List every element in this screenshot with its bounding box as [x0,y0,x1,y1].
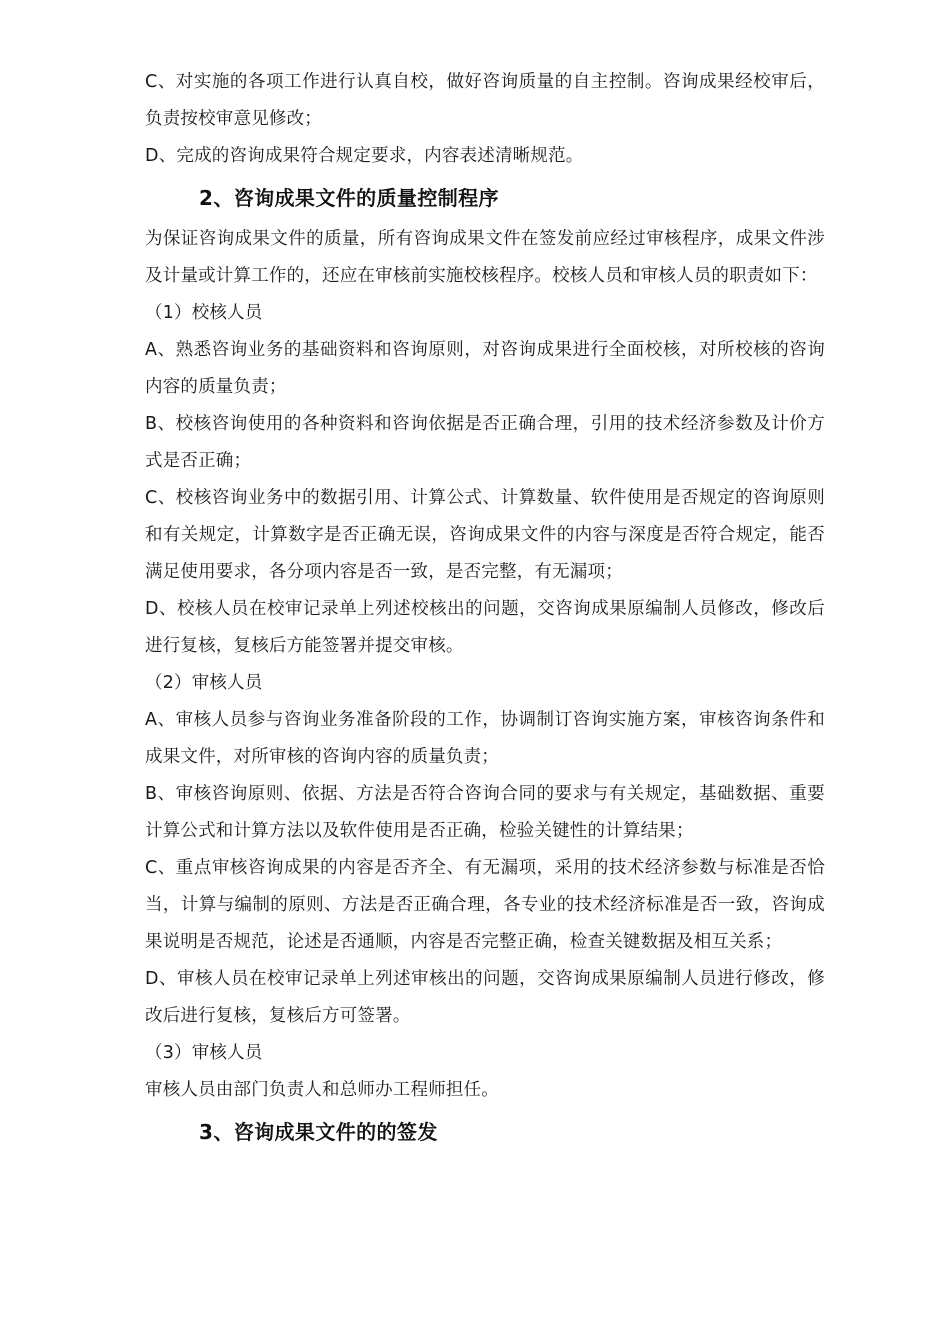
reviewer-assignment: 审核人员由部门负责人和总师办工程师担任。 [145,1080,499,1100]
reviewer-item-b: B、审核咨询原则、依据、方法是否符合咨询合同的要求与有关规定，基础数据、重要计算公式和计算方法以及软件使用是否正确，检验关键性的计算结果； [145,784,825,841]
subheading-reviewer-3: （3）审核人员 [145,1043,263,1063]
checker-item-d: D、校核人员在校审记录单上列述校核出的问题，交咨询成果原编制人员修改，修改后进行复核，复核后方能签署并提交审核。 [145,599,825,656]
subheading-reviewer: （2）审核人员 [145,673,263,693]
reviewer-item-a: A、审核人员参与咨询业务准备阶段的工作，协调制订咨询实施方案，审核咨询条件和成果文件，对所审核的咨询内容的质量负责； [145,710,825,767]
checker-item-b: B、校核咨询使用的各种资料和咨询依据是否正确合理，引用的技术经济参数及计价方式是否正确； [145,414,825,471]
checker-item-a: A、熟悉咨询业务的基础资料和咨询原则，对咨询成果进行全面校核，对所校核的咨询内容的质量负责； [145,340,825,397]
document-body [145,64,825,1155]
reviewer-item-d: D、审核人员在校审记录单上列述审核出的问题，交咨询成果原编制人员进行修改，修改后进行复核，复核后方可签署。 [145,969,825,1026]
heading-issuance: 3、咨询成果文件的的签发 [199,1120,438,1144]
paragraph-intro: 为保证咨询成果文件的质量，所有咨询成果文件在签发前应经过审核程序，成果文件涉及计量或计算工作的，还应在审核前实施校核程序。校核人员和审核人员的职责如下： [145,229,825,286]
paragraph-d-compliance: D、完成的咨询成果符合规定要求，内容表述清晰规范。 [145,146,584,166]
heading-quality-control-procedure: 2、咨询成果文件的质量控制程序 [199,186,499,210]
paragraph-c-self-check: C、对实施的各项工作进行认真自校，做好咨询质量的自主控制。咨询成果经校审后，负责按校审意见修改； [145,72,825,129]
subheading-checker: （1）校核人员 [145,303,263,323]
checker-item-c: C、校核咨询业务中的数据引用、计算公式、计算数量、软件使用是否规定的咨询原则和有关规定，计算数字是否正确无误，咨询成果文件的内容与深度是否符合规定，能否满足使用要求，各分项内容是否一致，是否完整，有无漏项； [145,488,825,582]
reviewer-item-c: C、重点审核咨询成果的内容是否齐全、有无漏项，采用的技术经济参数与标准是否恰当，计算与编制的原则、方法是否正确合理，各专业的技术经济标准是否一致，咨询成果说明是否规范，论述是否通顺，内容是否完整正确，检查关键数据及相互关系； [145,858,825,952]
